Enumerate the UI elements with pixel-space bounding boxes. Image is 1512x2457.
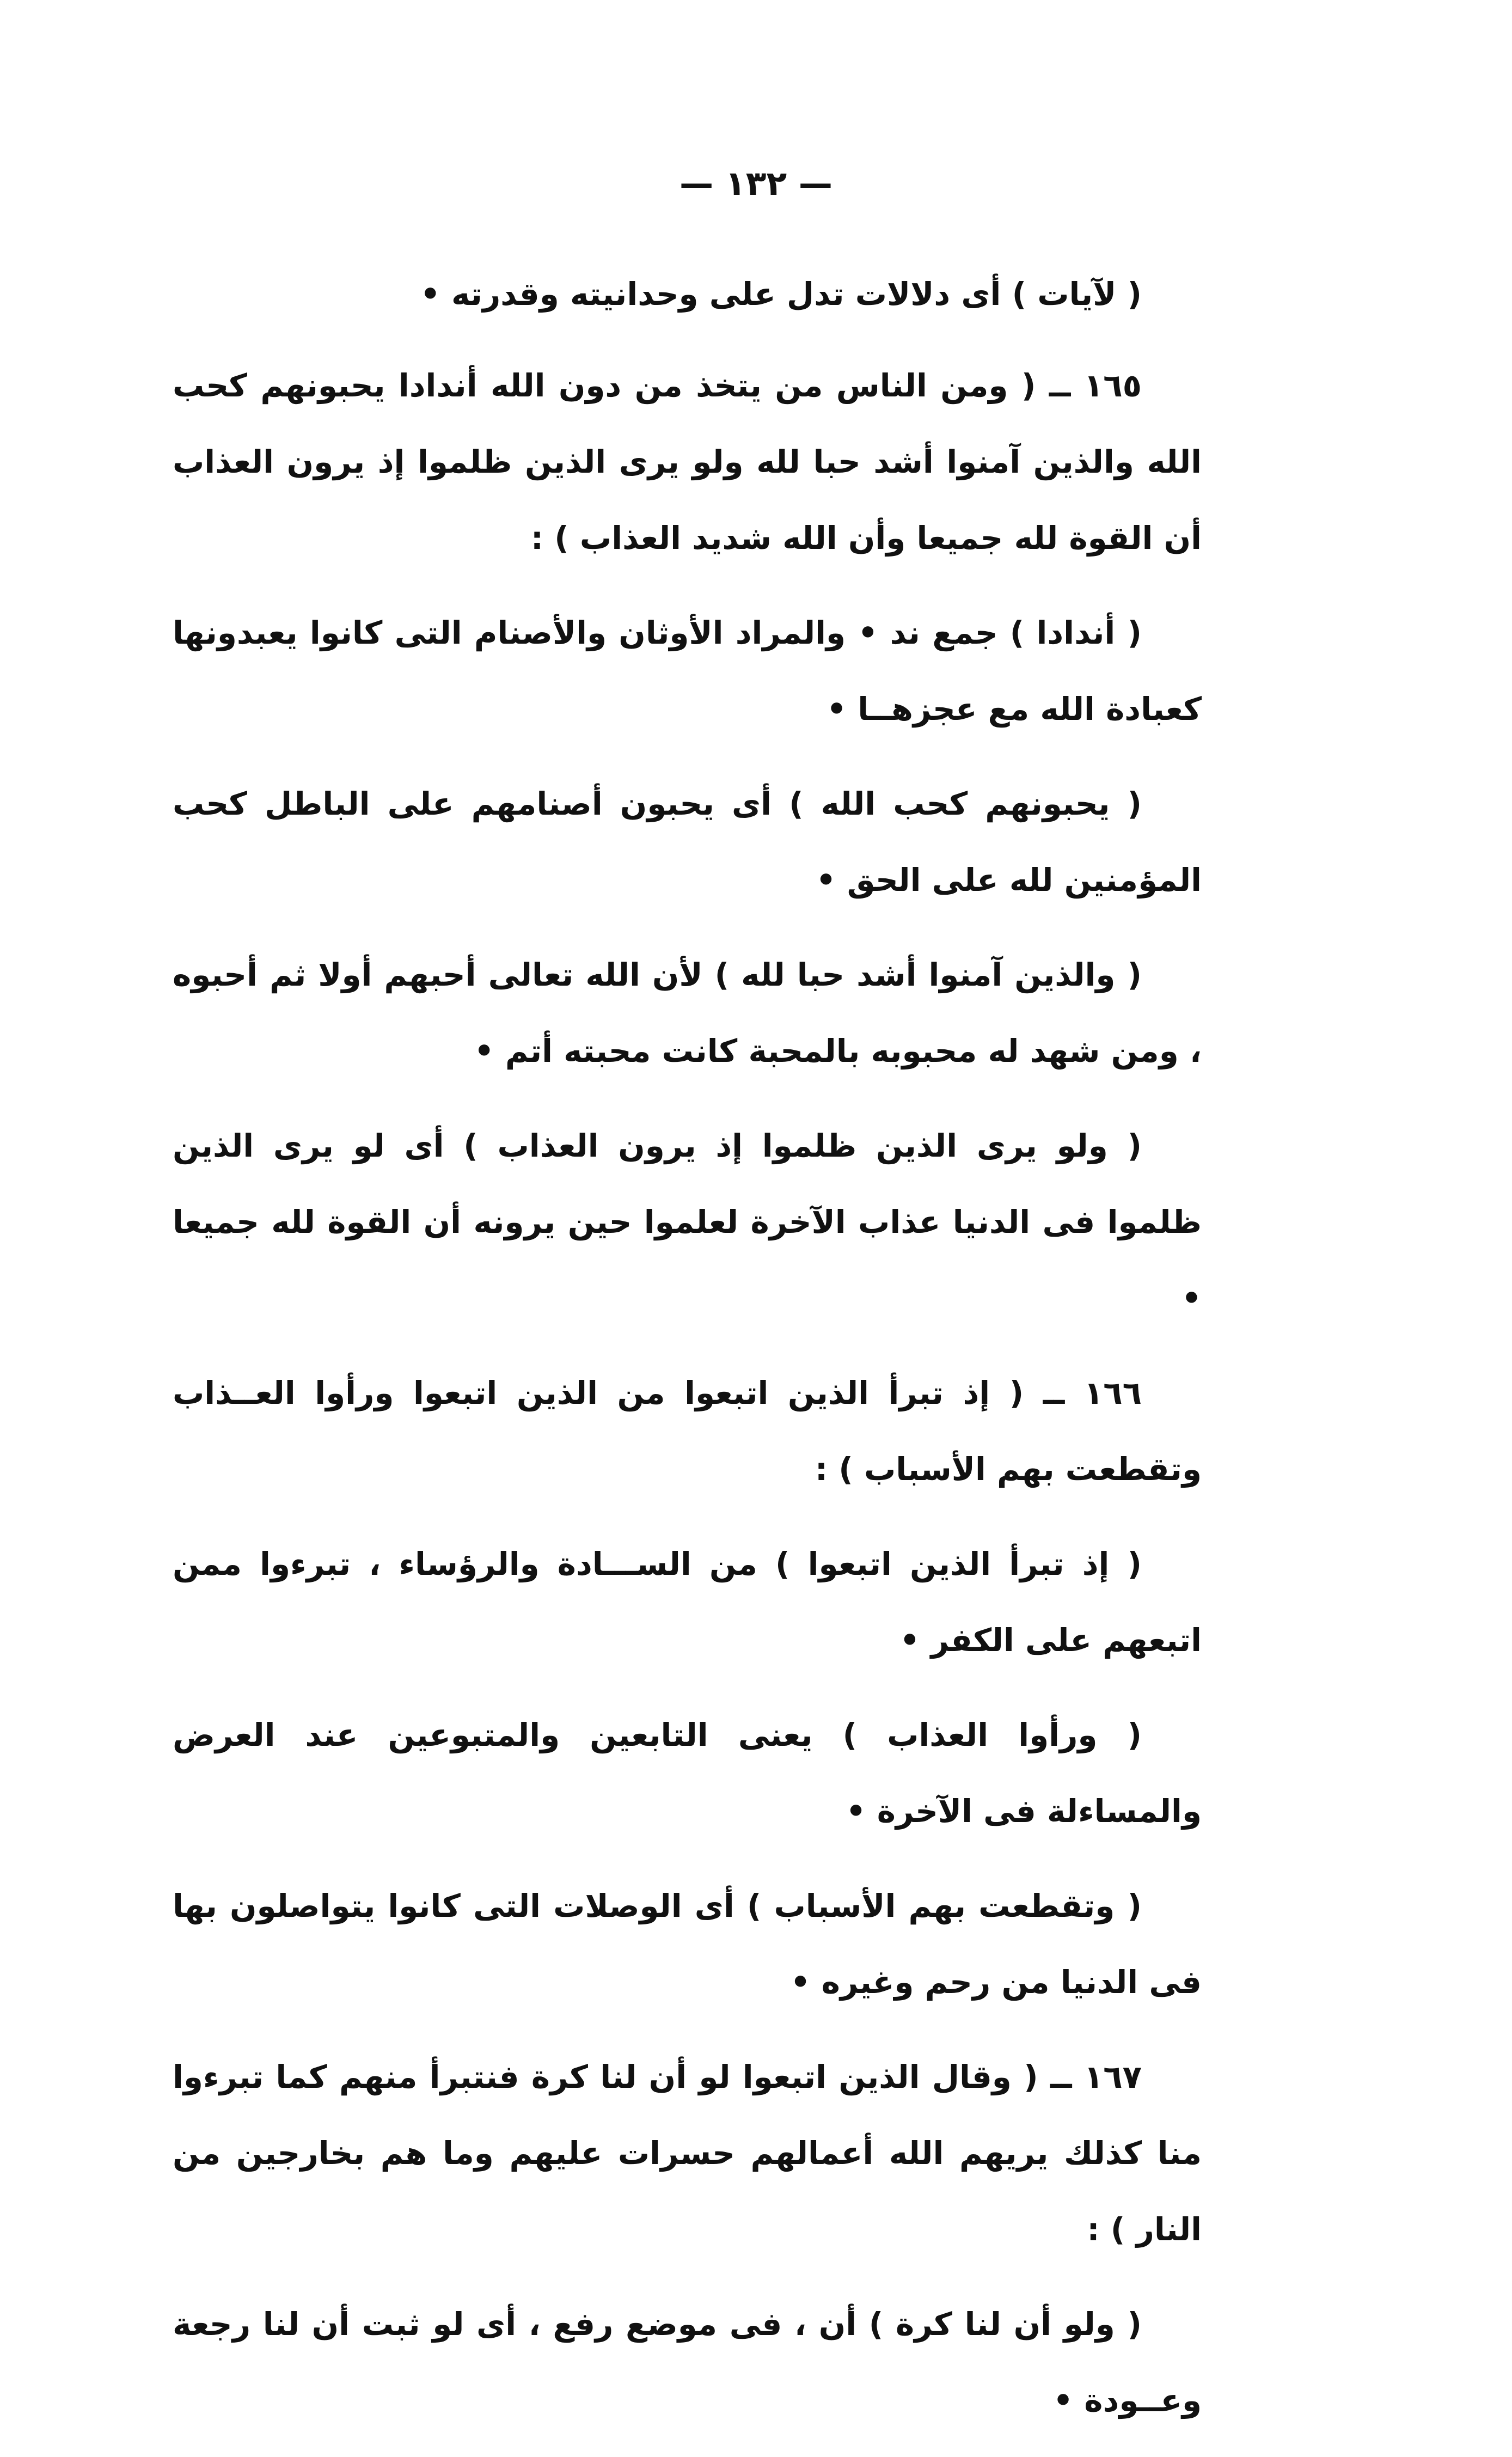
paragraph: ( يحبونهم كحب الله ) أى يحبون أصنامهم على الباطل كحب المؤمنين لله على الحق • [173,785,1202,899]
commentary-text [173,256,1202,2457]
paragraph: ( أندادا ) جمع ند • والمراد الأوثان والأصنام التى كانوا يعبدونها كعبادة الله مع عجزهــا • [173,614,1202,728]
paragraph: ( لآيات ) أى دلالات تدل على وحدانيته وقدرته • [420,276,1142,313]
paragraph: ( ولو يرى الذين ظلموا إذ يرون العذاب ) أى لو يرى الذين ظلموا فى الدنيا عذاب الآخرة لعلموا حين يرونه أن القوة لله جميعا • [173,1127,1202,1317]
paragraph: ( والذين آمنوا أشد حبا لله ) لأن الله تعالى أحبهم أولا ثم أحبوه ، ومن شهد له محبوبه بالمحبة كانت محبته أتم • [173,956,1202,1069]
paragraph: ( إذ تبرأ الذين اتبعوا ) من الســـادة والرؤساء ، تبرءوا ممن اتبعهم على الكفر • [173,1545,1202,1659]
verse-paragraph: ١٦٧ ــ ( وقال الذين اتبعوا لو أن لنا كرة فنتبرأ منهم كما تبرءوا منا كذلك يريهم الله أعمالهم حسرات عليهم وما هم بخارجين من النار ) : [173,2058,1202,2248]
paragraph: ( وتقطعت بهم الأسباب ) أى الوصلات التى كانوا يتواصلون بها فى الدنيا من رحم وغيره • [173,1887,1202,2001]
verse-paragraph: ١٦٦ ــ ( إذ تبرأ الذين اتبعوا من الذين اتبعوا ورأوا العــذاب وتقطعت بهم الأسباب ) : [173,1374,1202,1488]
paragraph: ( ولو أن لنا كرة ) أن ، فى موضع رفع ، أى لو ثبت أن لنا رجعة وعــودة • [173,2306,1202,2419]
paragraph: ( ورأوا العذاب ) يعنى التابعين والمتبوعين عند العرض والمساءلة فى الآخرة • [173,1716,1202,1830]
page-number: — ١٣٢ — [680,163,832,203]
verse-paragraph: ١٦٥ ــ ( ومن الناس من يتخذ من دون الله أندادا يحبونهم كحب الله والذين آمنوا أشد حبا لله ولو يرى الذين ظلموا إذ يرون العذاب أن القوة لله جميعا وأن الله شديد العذاب ) : [173,367,1202,557]
